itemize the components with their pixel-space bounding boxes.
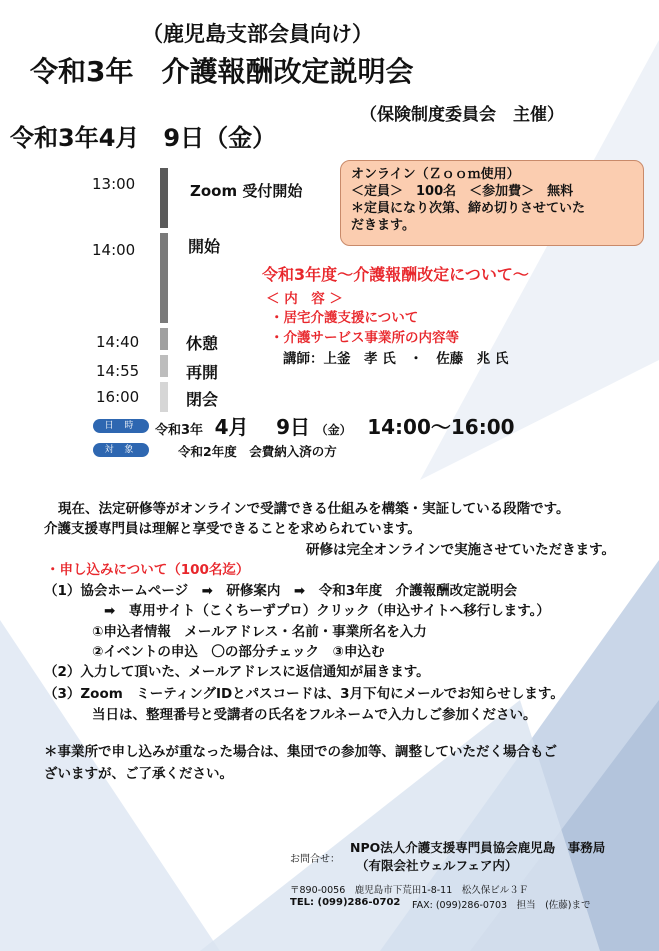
apply-step: 当日は、整理番号と受講者の氏名をフルネームで入力しご参加ください。 xyxy=(92,707,537,723)
summary-date xyxy=(155,411,515,440)
contact-label: お問合せ： xyxy=(290,854,340,865)
summary-date-month: 4月 xyxy=(214,415,249,439)
header-subtitle: （鹿児島支部会員向け） xyxy=(142,22,373,46)
info-line: ＜定員＞ 100名 ＜参加費＞ 無料 xyxy=(351,184,574,199)
timeline-bar-break xyxy=(160,328,168,350)
content-item: ・居宅介護支援について xyxy=(270,310,419,326)
note-line: ざいますが、ご了承ください。 xyxy=(44,766,233,782)
online-info-box xyxy=(340,160,644,246)
schedule-event: 休憩 xyxy=(186,334,219,353)
apply-step: （3）Zoom ミーティングIDとパスコードは、3月下旬にメールでお知らせします。 xyxy=(44,686,564,702)
schedule-event: 開始 xyxy=(188,237,221,256)
contact-tel: TEL: (099)286-0702 xyxy=(290,897,401,908)
event-date: 令和3年4月 9日（金） xyxy=(10,124,277,152)
summary-target: 令和2年度 会費納入済の方 xyxy=(178,444,337,459)
summary-date-day: 9日 xyxy=(276,415,311,439)
schedule-time: 14:55 xyxy=(96,362,140,380)
timeline-bar-close xyxy=(160,382,168,412)
apply-step: （1）協会ホームページ ➡ 研修案内 ➡ 令和3年度 介護報酬改定説明会 xyxy=(44,583,518,599)
organizer: （保険制度委員会 主催） xyxy=(360,105,564,125)
apply-step: ➡ 専用サイト（こくちーずプロ）クリック（申込サイトへ移行します。） xyxy=(104,603,550,619)
content-heading: ＜ 内 容 ＞ xyxy=(266,291,343,307)
schedule-time: 14:00 xyxy=(92,241,136,259)
content-item: ・介護サービス事業所の内容等 xyxy=(270,330,459,346)
content-topic: 令和3年度～介護報酬改定について～ xyxy=(262,265,529,284)
info-line: オンライン（Ｚｏｏｍ使用） xyxy=(351,167,520,182)
schedule-event: 再開 xyxy=(186,363,219,382)
body-line: 介護支援専門員は理解と享受できることを求められています。 xyxy=(44,521,421,537)
timeline-bar-session1 xyxy=(160,233,168,323)
target-label-badge: 対 象 xyxy=(93,443,149,457)
apply-heading: ・申し込みについて（100名迄） xyxy=(46,562,250,578)
note-line: ＊事業所で申し込みが重なった場合は、集団での参加等、調整していただく場合もご xyxy=(44,744,557,760)
summary-date-weekday: （金） xyxy=(315,423,352,437)
contact-address: 〒890-0056 鹿児島市下荒田1-8-11 松久保ビル３Ｆ xyxy=(290,885,529,896)
page-title: 令和3年 介護報酬改定説明会 xyxy=(30,55,414,88)
apply-step: （2）入力して頂いた、メールアドレスに返信通知が届きます。 xyxy=(44,664,430,680)
contact-org-sub: （有限会社ウェルフェア内） xyxy=(356,858,518,873)
timeline-bar-session2 xyxy=(160,355,168,377)
timeline-bar-reception xyxy=(160,168,168,228)
apply-step: ②イベントの申込 〇の部分チェック ③申込む xyxy=(92,644,385,660)
info-line: ＊定員になり次第、締め切りさせていた xyxy=(351,201,586,216)
speakers: 講師：上釜 孝 氏 ・ 佐藤 兆 氏 xyxy=(283,351,509,367)
contact-fax: FAX: (099)286-0703 担当 (佐藤)まで xyxy=(412,900,591,911)
schedule-event: 閉会 xyxy=(186,390,219,409)
date-label-badge: 日 時 xyxy=(93,419,149,433)
schedule-time: 13:00 xyxy=(92,175,136,193)
summary-date-time: 14:00～16:00 xyxy=(367,415,515,439)
schedule-time: 14:40 xyxy=(96,333,140,351)
info-line: だきます。 xyxy=(351,218,415,233)
summary-date-prefix: 令和3年 xyxy=(155,423,204,438)
schedule-event: Zoom 受付開始 xyxy=(190,182,303,200)
schedule-time: 16:00 xyxy=(96,388,140,406)
body-line: 現在、法定研修等がオンラインで受講できる仕組みを構築・実証している段階です。 xyxy=(58,501,570,517)
body-line: 研修は完全オンラインで実施させていただきます。 xyxy=(306,542,616,558)
contact-org: NPO法人介護支援専門員協会鹿児島 事務局 xyxy=(350,840,606,855)
apply-step: ①申込者情報 メールアドレス・名前・事業所名を入力 xyxy=(92,624,427,640)
